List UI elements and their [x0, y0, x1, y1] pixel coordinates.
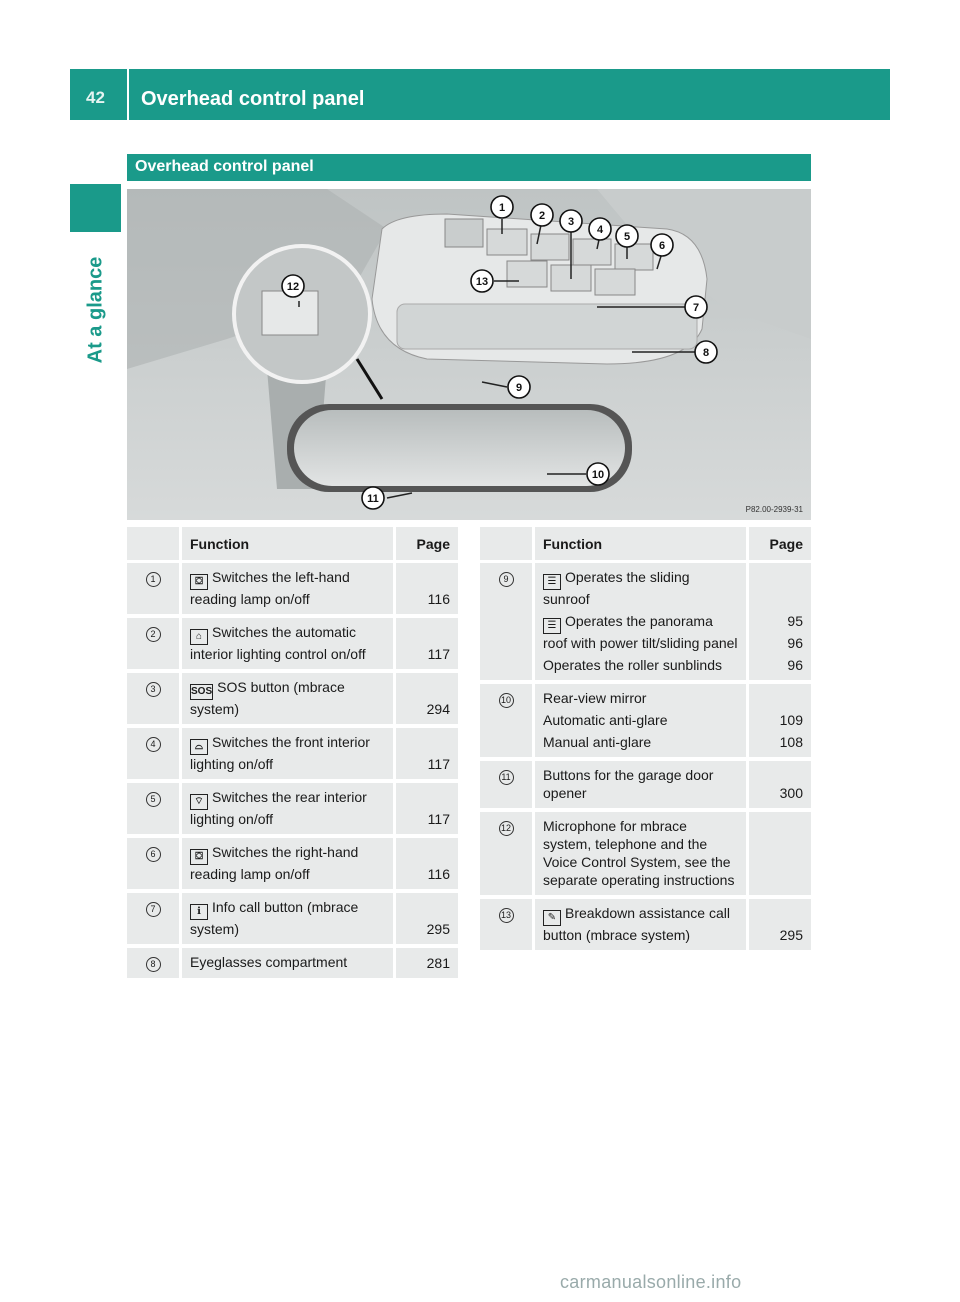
row-number-badge: 5 — [146, 792, 161, 807]
function-text: Eyeglasses compartment — [190, 954, 348, 970]
callout-11 — [362, 487, 384, 509]
callout-3-label: 3 — [567, 216, 575, 228]
page-number: 42 — [86, 88, 105, 107]
row-number-cell — [127, 891, 181, 946]
function-entry — [543, 711, 738, 729]
table-row — [127, 562, 458, 617]
row-number-badge: 6 — [146, 847, 161, 862]
table-row — [480, 810, 811, 897]
row-number-badge: 12 — [499, 821, 514, 836]
function-text: Automatic anti-glare — [543, 712, 668, 728]
page-column-header: Page — [395, 527, 459, 562]
callout-9 — [508, 376, 530, 398]
function-column-header: Function — [534, 527, 748, 562]
callout-6-label: 6 — [658, 240, 666, 252]
page-cell: 116 — [395, 836, 459, 891]
callout-3 — [560, 210, 582, 232]
function-entry — [543, 818, 734, 888]
page-cell: 294 — [395, 671, 459, 726]
callout-6 — [651, 234, 673, 256]
page-cell: 117 — [395, 726, 459, 781]
function-icon: ⌔ — [190, 794, 208, 810]
function-icon: ☰ — [543, 574, 561, 590]
callout-5-label: 5 — [623, 231, 631, 243]
table-row — [127, 891, 458, 946]
table-row — [127, 616, 458, 671]
table-row — [480, 562, 811, 683]
function-icon: ⛋ — [190, 574, 208, 590]
watermark: carmanualsonline.info — [560, 1272, 742, 1292]
callout-2 — [531, 204, 553, 226]
function-column-header: Function — [181, 527, 395, 562]
function-cell — [181, 562, 395, 617]
callout-1-label: 1 — [498, 202, 506, 214]
function-text: Operates the panorama roof with power tilt/sliding panel — [543, 613, 738, 651]
row-number-badge: 4 — [146, 737, 161, 752]
num-column-header — [127, 527, 181, 562]
table-row — [480, 682, 811, 759]
function-entry — [543, 767, 713, 801]
function-cell — [534, 810, 748, 897]
row-number-cell — [127, 946, 181, 980]
table-row — [127, 726, 458, 781]
callout-7-label: 7 — [692, 302, 700, 314]
function-cell — [181, 781, 395, 836]
function-icon: ⌂ — [190, 629, 208, 645]
row-number-cell — [127, 726, 181, 781]
page-value: 295 — [779, 927, 803, 943]
callout-11-label: 11 — [367, 493, 379, 505]
function-icon: ℹ — [190, 904, 208, 920]
function-icon: ⛋ — [190, 849, 208, 865]
page-cell — [748, 562, 812, 683]
callout-7 — [685, 296, 707, 318]
callout-13-label: 13 — [475, 276, 489, 288]
callout-10 — [587, 463, 609, 485]
row-number-badge: 9 — [499, 572, 514, 587]
page-cell — [748, 897, 812, 952]
function-cell — [181, 726, 395, 781]
function-text: Switches the right-hand reading lamp on/off — [190, 844, 359, 882]
callout-12-label: 12 — [286, 281, 300, 293]
callout-1 — [491, 196, 513, 218]
function-text: Microphone for mbrace system, telephone and the Voice Control System, see the separate operating instructions — [543, 818, 735, 888]
callout-13 — [471, 270, 493, 292]
function-entry — [543, 612, 738, 652]
callout-8 — [695, 341, 717, 363]
function-text: Switches the rear interior lighting on/off — [190, 789, 367, 827]
function-text: SOS button (mbrace system) — [190, 679, 345, 717]
row-number-cell — [127, 781, 181, 836]
row-number-badge: 7 — [146, 902, 161, 917]
callout-12 — [282, 275, 304, 297]
function-cell — [534, 682, 748, 759]
header-divider — [127, 69, 129, 120]
function-entry — [543, 905, 730, 943]
function-entry — [543, 569, 690, 607]
functions-table-left — [127, 527, 458, 982]
page-cell: 116 — [395, 562, 459, 617]
table-row — [127, 836, 458, 891]
function-entry — [543, 656, 738, 674]
function-icon: ☰ — [543, 618, 561, 634]
side-tab-block — [70, 184, 121, 232]
function-cell — [534, 759, 748, 810]
row-number-cell — [480, 682, 534, 759]
page-value: 96 — [787, 657, 803, 673]
table-row — [480, 897, 811, 952]
table-row — [480, 759, 811, 810]
page-cell: 281 — [395, 946, 459, 980]
function-cell — [534, 562, 748, 683]
row-number-badge: 8 — [146, 957, 161, 972]
function-text: Rear-view mirror — [543, 690, 647, 706]
table-row — [127, 946, 458, 980]
function-text: Info call button (mbrace system) — [190, 899, 359, 937]
row-number-cell — [480, 562, 534, 683]
row-number-cell — [127, 562, 181, 617]
row-number-cell — [127, 836, 181, 891]
function-entry — [543, 690, 646, 706]
page-cell — [748, 810, 812, 897]
row-number-badge: 3 — [146, 682, 161, 697]
function-icon: ⌓ — [190, 739, 208, 755]
page-cell — [748, 759, 812, 810]
page-cell — [748, 682, 812, 759]
row-number-badge: 2 — [146, 627, 161, 642]
side-tab-label: At a glance — [84, 256, 107, 364]
page-value: 95 — [787, 613, 803, 629]
section-title: Overhead control panel — [135, 158, 314, 175]
function-icon: ✎ — [543, 910, 561, 926]
function-entry — [543, 733, 738, 751]
callout-5 — [616, 225, 638, 247]
function-text: Breakdown assistance call button (mbrace system) — [543, 905, 730, 943]
page-cell: 295 — [395, 891, 459, 946]
row-number-badge: 10 — [499, 693, 514, 708]
callout-4-label: 4 — [596, 224, 604, 236]
table-header-row — [480, 527, 811, 562]
overhead-panel-photo — [127, 189, 811, 520]
page-value: 96 — [787, 635, 803, 651]
function-cell — [181, 946, 395, 980]
callout-10-label: 10 — [591, 469, 605, 481]
num-column-header — [480, 527, 534, 562]
row-number-cell — [127, 671, 181, 726]
callout-8-label: 8 — [702, 347, 710, 359]
row-number-cell — [480, 810, 534, 897]
function-text: Switches the left-hand reading lamp on/off — [190, 569, 350, 607]
row-number-cell — [127, 616, 181, 671]
function-text: Operates the sliding sunroof — [543, 569, 690, 607]
table-row — [127, 671, 458, 726]
row-number-badge: 13 — [499, 908, 514, 923]
function-cell — [534, 897, 748, 952]
function-text: Buttons for the garage door opener — [543, 767, 714, 801]
function-cell — [181, 671, 395, 726]
overhead-panel-illustration — [127, 189, 811, 520]
function-text: Operates the roller sunblinds — [543, 657, 722, 673]
function-text: Switches the automatic interior lighting control on/off — [190, 624, 366, 662]
callout-4 — [589, 218, 611, 240]
function-cell — [181, 836, 395, 891]
table-row — [127, 781, 458, 836]
function-text: Switches the front interior lighting on/off — [190, 734, 370, 772]
table-header-row — [127, 527, 458, 562]
functions-table-right — [480, 527, 811, 954]
function-text: Manual anti-glare — [543, 734, 652, 750]
page-column-header: Page — [748, 527, 812, 562]
function-cell — [181, 891, 395, 946]
callout-2-label: 2 — [538, 210, 546, 222]
row-number-cell — [480, 897, 534, 952]
callout-9-label: 9 — [515, 382, 523, 394]
page-value: 108 — [779, 734, 803, 750]
page-value: 300 — [779, 785, 803, 801]
page-value: 109 — [779, 712, 803, 728]
header-title: Overhead control panel — [141, 88, 365, 110]
function-icon: SOS — [190, 684, 213, 700]
row-number-badge: 1 — [146, 572, 161, 587]
page-cell: 117 — [395, 781, 459, 836]
row-number-badge: 11 — [499, 770, 514, 785]
photo-caption: P82.00-2939-31 — [745, 505, 803, 514]
function-cell — [181, 616, 395, 671]
row-number-cell — [480, 759, 534, 810]
page-cell: 117 — [395, 616, 459, 671]
